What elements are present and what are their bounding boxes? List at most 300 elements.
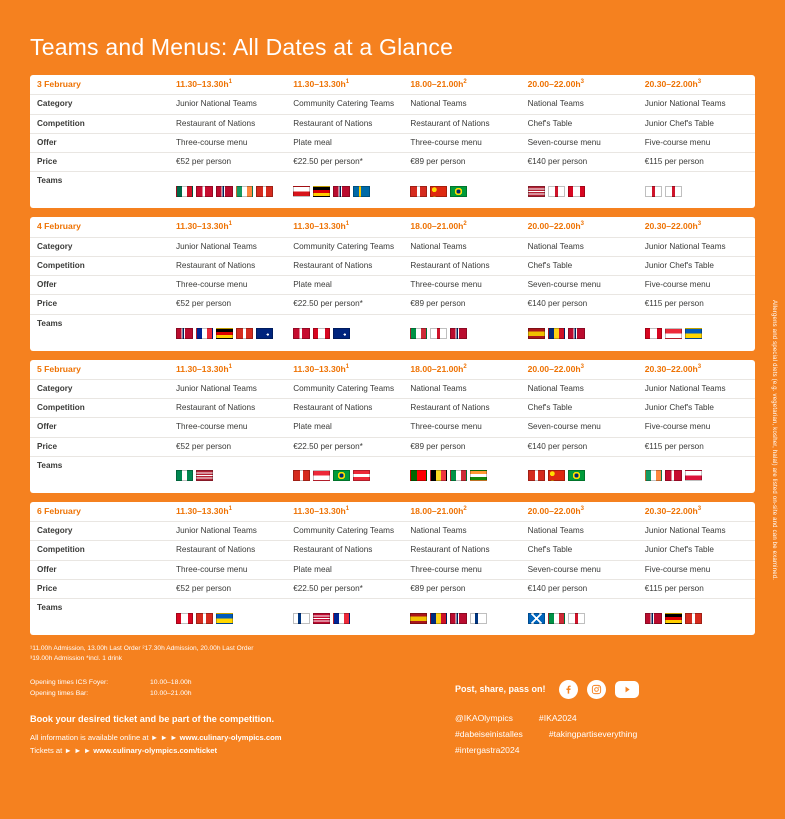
flag-ca xyxy=(568,186,585,197)
hashtag-ika2024: #IKA2024 xyxy=(538,712,577,723)
header-cell-time-5 xyxy=(638,75,755,95)
info-line-tickets-text: Tickets at xyxy=(30,745,65,755)
cell-competition-4: Chef's Table xyxy=(521,541,638,560)
cell-offer-3: Three-course menu xyxy=(403,133,520,152)
hashtag-row-1 xyxy=(455,711,755,727)
cell-category-3: National Teams xyxy=(403,237,520,256)
website-link[interactable]: www.culinary-olympics.com xyxy=(179,732,282,742)
table-row-teams xyxy=(30,314,755,351)
cell-offer-4: Seven-course menu xyxy=(521,276,638,295)
row-label: Category xyxy=(37,526,73,535)
row-label-cell xyxy=(30,314,169,351)
cell-price-4: €140 per person xyxy=(521,153,638,172)
row-label: Offer xyxy=(37,564,57,574)
flag-fr xyxy=(196,328,213,339)
cell-price-1: €52 per person xyxy=(169,295,286,314)
flag-gb xyxy=(568,613,585,624)
cell-teams-3 xyxy=(403,314,520,351)
flag-ie xyxy=(236,186,253,197)
info-line-tickets xyxy=(30,746,430,755)
table-row xyxy=(30,399,755,418)
flag-ch xyxy=(685,613,702,624)
ticket-link[interactable]: www.culinary-olympics.com/ticket xyxy=(93,745,218,755)
opening-times-foyer xyxy=(30,678,430,689)
cell-teams-5 xyxy=(638,599,755,636)
row-label: Category xyxy=(37,383,73,393)
header-cell-time-5 xyxy=(638,217,755,237)
flag-ch xyxy=(236,328,253,339)
cell-category-3: National Teams xyxy=(403,95,520,114)
column-time: $11.30-13.30h^1$ xyxy=(293,505,350,516)
cell-offer-3: Three-course menu xyxy=(403,276,520,295)
row-label: Offer xyxy=(37,137,57,147)
cell-offer-2: Plate meal xyxy=(286,560,403,579)
flag-it xyxy=(548,613,565,624)
header-cell-time-2 xyxy=(286,502,403,522)
column-time: $18.00-21.00h^2$ xyxy=(410,363,467,374)
cell-competition-3: Restaurant of Nations xyxy=(403,541,520,560)
cell-price-5: €115 per person xyxy=(638,437,755,456)
row-label: Price xyxy=(37,299,58,309)
flag-br xyxy=(333,470,350,481)
cell-teams-4 xyxy=(521,172,638,209)
flag-ch xyxy=(293,470,310,481)
row-label-cell xyxy=(30,95,169,114)
flag-group xyxy=(645,176,748,204)
flag-group xyxy=(410,319,513,347)
row-label: Competition xyxy=(37,118,85,128)
cell-category-2: Community Catering Teams xyxy=(286,95,403,114)
cell-offer-3: Three-course menu xyxy=(403,418,520,437)
flag-br xyxy=(450,186,467,197)
cell-teams-3 xyxy=(403,599,520,636)
flag-ca xyxy=(176,613,193,624)
header-cell-time-4 xyxy=(521,360,638,380)
column-time: $11.30-13.30h^1$ xyxy=(176,363,232,374)
header-cell-date xyxy=(30,75,169,95)
cell-teams-5 xyxy=(638,172,755,209)
column-time: $11.30-13.30h^1$ xyxy=(176,221,232,232)
cell-competition-3: Restaurant of Nations xyxy=(403,399,520,418)
header-cell-time-4 xyxy=(521,502,638,522)
opening-times-foyer-value: 10.00–18.00h xyxy=(150,678,192,686)
cell-competition-2: Restaurant of Nations xyxy=(286,256,403,275)
table-row xyxy=(30,560,755,579)
arrow-icon-2: ► ► ► xyxy=(64,745,92,755)
cell-category-3: National Teams xyxy=(403,522,520,541)
cell-category-1: Junior National Teams xyxy=(169,522,286,541)
cell-offer-4: Seven-course menu xyxy=(521,133,638,152)
column-time: $11.30-13.30h^1$ xyxy=(293,79,350,89)
flag-fi xyxy=(293,613,310,624)
cell-price-3: €89 per person xyxy=(403,153,520,172)
opening-times-foyer-label: Opening times ICS Foyer: xyxy=(30,678,109,686)
cell-teams-1 xyxy=(169,456,286,493)
row-label: Competition xyxy=(37,545,85,555)
footnote-line-1: ¹11.00h Admission, 13.00h Last Order ²17.30h Admission, 20.00h Last Order xyxy=(30,645,254,652)
day-block xyxy=(30,360,755,493)
row-label: Offer xyxy=(37,280,57,289)
header-cell-time-2 xyxy=(286,217,403,237)
cell-teams-4 xyxy=(521,314,638,351)
flag-no xyxy=(645,613,662,624)
flag-sg xyxy=(313,470,330,481)
cell-price-1: €52 per person xyxy=(169,153,286,172)
flag-sg xyxy=(665,328,682,339)
flag-ua xyxy=(685,328,702,339)
cell-price-5: €115 per person xyxy=(638,579,755,598)
cell-teams-1 xyxy=(169,599,286,636)
table-row xyxy=(30,579,755,598)
column-time: $11.30-13.30h^1$ xyxy=(176,505,232,516)
column-time: $20.30-22.00h^3$ xyxy=(644,79,702,89)
cell-category-5: Junior National Teams xyxy=(638,379,755,398)
flag-au xyxy=(256,328,273,339)
opening-times-bar-label: Opening times Bar: xyxy=(30,689,89,697)
row-label-cell xyxy=(30,579,169,598)
table-row xyxy=(30,114,755,133)
row-label-cell xyxy=(30,133,169,152)
cell-offer-5: Five-course menu xyxy=(638,560,755,579)
cta-text: Book your desired ticket and be part of the competition. xyxy=(30,713,275,724)
cell-teams-2 xyxy=(286,599,403,636)
cell-price-4: €140 per person xyxy=(521,579,638,598)
table-row xyxy=(30,153,755,172)
header-cell-time-3 xyxy=(403,75,520,95)
opening-times-bar xyxy=(30,689,430,700)
flag-no xyxy=(176,328,193,339)
flag-es xyxy=(528,328,545,339)
cell-competition-1: Restaurant of Nations xyxy=(169,256,286,275)
header-cell-time-5 xyxy=(638,360,755,380)
flag-cn xyxy=(430,186,447,197)
row-label-cell xyxy=(30,256,169,275)
row-label: Price xyxy=(37,441,58,451)
cell-price-2: €22.50 per person* xyxy=(286,579,403,598)
cell-competition-5: Junior Chef's Table xyxy=(638,541,755,560)
flag-group xyxy=(410,461,513,489)
row-label: Teams xyxy=(37,603,63,612)
cell-category-5: Junior National Teams xyxy=(638,522,755,541)
cell-teams-3 xyxy=(403,172,520,209)
row-label-cell xyxy=(30,418,169,437)
row-label-cell xyxy=(30,379,169,398)
header-cell-time-2 xyxy=(286,360,403,380)
hashtag-dabeiseinistalles: #dabeiseinistalles xyxy=(455,728,523,739)
header-cell-time-1 xyxy=(169,360,286,380)
flag-de xyxy=(216,328,233,339)
header-cell-time-5 xyxy=(638,502,755,522)
row-label-cell xyxy=(30,399,169,418)
row-label: Category xyxy=(37,99,73,109)
cell-competition-2: Restaurant of Nations xyxy=(286,114,403,133)
flag-dk xyxy=(293,328,310,339)
cell-price-3: €89 per person xyxy=(403,437,520,456)
column-time: $11.30-13.30h^1$ xyxy=(293,221,350,232)
flag-ch xyxy=(196,613,213,624)
flag-group xyxy=(645,461,748,489)
table-row xyxy=(30,237,755,256)
header-cell-time-4 xyxy=(521,217,638,237)
cell-price-4: €140 per person xyxy=(521,437,638,456)
cell-offer-2: Plate meal xyxy=(286,133,403,152)
post-share-label: Post, share, pass on! xyxy=(455,684,546,695)
cell-teams-1 xyxy=(169,172,286,209)
flag-gb xyxy=(665,186,682,197)
row-label-cell xyxy=(30,456,169,493)
side-note: Allergens and special diets (e.g. vegetarian, kosher, halal) are listed on-site and can be examined. xyxy=(771,300,777,581)
row-label: Category xyxy=(37,241,73,251)
cell-offer-4: Seven-course menu xyxy=(521,560,638,579)
cell-price-4: €140 per person xyxy=(521,295,638,314)
cell-competition-4: Chef's Table xyxy=(521,256,638,275)
flag-fr xyxy=(333,613,350,624)
cell-teams-4 xyxy=(521,456,638,493)
flag-au xyxy=(333,328,350,339)
flag-be xyxy=(430,470,447,481)
opening-times xyxy=(30,678,430,700)
flag-no xyxy=(568,328,585,339)
row-label: Offer xyxy=(37,422,57,432)
cell-offer-1: Three-course menu xyxy=(169,133,286,152)
table-header-row xyxy=(30,360,755,380)
cell-offer-1: Three-course menu xyxy=(169,276,286,295)
flag-cz xyxy=(293,186,310,197)
row-label-cell xyxy=(30,560,169,579)
flag-no xyxy=(333,186,350,197)
cell-offer-4: Seven-course menu xyxy=(521,418,638,437)
cell-offer-2: Plate meal xyxy=(286,276,403,295)
row-label: Teams xyxy=(37,318,63,328)
row-label-cell xyxy=(30,541,169,560)
cell-category-1: Junior National Teams xyxy=(169,379,286,398)
row-label: Teams xyxy=(37,176,63,186)
day-date: 4 February xyxy=(37,221,81,232)
cell-competition-2: Restaurant of Nations xyxy=(286,541,403,560)
cell-price-2: €22.50 per person* xyxy=(286,437,403,456)
footnote-line-2: ³19.00h Admission *incl. 1 drink xyxy=(30,654,122,662)
facebook-icon[interactable] xyxy=(559,680,578,699)
flag-ie xyxy=(645,470,662,481)
cell-teams-2 xyxy=(286,456,403,493)
header-cell-date xyxy=(30,502,169,522)
flag-no xyxy=(450,613,467,624)
table-row xyxy=(30,379,755,398)
day-block xyxy=(30,217,755,350)
cell-offer-1: Three-course menu xyxy=(169,418,286,437)
table-row xyxy=(30,295,755,314)
cell-competition-4: Chef's Table xyxy=(521,399,638,418)
table-row xyxy=(30,95,755,114)
column-time: $20.30-22.00h^3$ xyxy=(644,221,702,232)
footer-right xyxy=(455,678,755,759)
flag-it xyxy=(450,470,467,481)
table-row xyxy=(30,437,755,456)
flag-group xyxy=(176,461,279,489)
cell-competition-5: Junior Chef's Table xyxy=(638,114,755,133)
hashtag-takingpartiseverything: #takingpartiseverything xyxy=(548,728,638,739)
cell-teams-2 xyxy=(286,172,403,209)
cell-category-1: Junior National Teams xyxy=(169,237,286,256)
youtube-icon[interactable] xyxy=(615,681,639,698)
header-cell-time-3 xyxy=(403,217,520,237)
column-time: $20.00-22.00h^3$ xyxy=(527,79,584,89)
cell-price-1: €52 per person xyxy=(169,437,286,456)
cell-teams-5 xyxy=(638,456,755,493)
cell-offer-5: Five-course menu xyxy=(638,418,755,437)
flag-ua xyxy=(216,613,233,624)
cell-competition-3: Restaurant of Nations xyxy=(403,114,520,133)
column-time: $11.30-13.30h^1$ xyxy=(293,363,350,374)
cell-category-4: National Teams xyxy=(521,237,638,256)
flag-ca xyxy=(313,328,330,339)
flag-se xyxy=(353,186,370,197)
cell-competition-5: Junior Chef's Table xyxy=(638,256,755,275)
cell-category-3: National Teams xyxy=(403,379,520,398)
hashtag-row-2 xyxy=(455,727,755,743)
flag-group xyxy=(645,603,748,631)
row-label: Price xyxy=(37,583,58,593)
flag-group xyxy=(410,603,513,631)
cell-competition-3: Restaurant of Nations xyxy=(403,256,520,275)
column-time: $20.00-22.00h^3$ xyxy=(527,363,584,374)
cell-price-2: €22.50 per person* xyxy=(286,153,403,172)
column-time: $18.00-21.00h^2$ xyxy=(410,221,467,232)
table-header-row xyxy=(30,502,755,522)
row-label: Teams xyxy=(37,460,63,470)
cell-offer-5: Five-course menu xyxy=(638,276,755,295)
row-label-cell xyxy=(30,172,169,209)
table-row xyxy=(30,256,755,275)
cell-category-4: National Teams xyxy=(521,95,638,114)
flag-cn xyxy=(548,470,565,481)
row-label: Price xyxy=(37,157,58,166)
cell-category-2: Community Catering Teams xyxy=(286,522,403,541)
flag-group xyxy=(176,319,279,347)
cell-price-3: €89 per person xyxy=(403,295,520,314)
flag-group xyxy=(176,603,279,631)
cell-competition-1: Restaurant of Nations xyxy=(169,399,286,418)
arrow-icon: ► ► ► xyxy=(150,732,178,742)
cell-offer-2: Plate meal xyxy=(286,418,403,437)
flag-ch xyxy=(410,186,427,197)
row-label: Competition xyxy=(37,403,85,412)
row-label-cell xyxy=(30,153,169,172)
cell-teams-4 xyxy=(521,599,638,636)
row-label-cell xyxy=(30,522,169,541)
flag-group xyxy=(293,319,396,347)
table-row xyxy=(30,133,755,152)
flag-us xyxy=(528,186,545,197)
flag-pl xyxy=(685,470,702,481)
cell-offer-5: Five-course menu xyxy=(638,133,755,152)
row-label-cell xyxy=(30,237,169,256)
header-cell-time-1 xyxy=(169,75,286,95)
day-block xyxy=(30,75,755,208)
flag-group xyxy=(293,176,396,204)
column-time: $20.00-22.00h^3$ xyxy=(527,221,584,232)
handle-ikaolympics: @IKAOlympics xyxy=(455,712,513,723)
flag-at xyxy=(353,470,370,481)
header-cell-date xyxy=(30,217,169,237)
cell-category-4: National Teams xyxy=(521,379,638,398)
table-row-teams xyxy=(30,456,755,493)
flag-lr xyxy=(313,613,330,624)
cell-category-5: Junior National Teams xyxy=(638,237,755,256)
footnotes xyxy=(30,644,755,664)
column-time: $20.30-22.00h^3$ xyxy=(644,363,702,374)
hashtags xyxy=(455,711,755,759)
flag-sc xyxy=(528,613,545,624)
flag-group xyxy=(645,319,748,347)
day-block xyxy=(30,502,755,635)
flag-ch xyxy=(256,186,273,197)
cell-teams-5 xyxy=(638,314,755,351)
column-time: $11.30-13.30h^1$ xyxy=(176,79,232,89)
hashtag-row-3 xyxy=(455,743,755,759)
flag-gb xyxy=(430,328,447,339)
instagram-icon[interactable] xyxy=(587,680,606,699)
day-blocks-container xyxy=(30,75,755,635)
row-label-cell xyxy=(30,114,169,133)
header-cell-time-3 xyxy=(403,360,520,380)
info-line-website xyxy=(30,733,430,742)
table-header-row xyxy=(30,75,755,95)
flag-ro xyxy=(430,613,447,624)
social-row xyxy=(455,680,755,699)
flag-group xyxy=(293,461,396,489)
cell-offer-3: Three-course menu xyxy=(403,560,520,579)
table-header-row xyxy=(30,217,755,237)
flag-pt xyxy=(410,470,427,481)
cell-offer-1: Three-course menu xyxy=(169,560,286,579)
table-row xyxy=(30,541,755,560)
flag-group xyxy=(293,603,396,631)
flag-no xyxy=(216,186,233,197)
row-label-cell xyxy=(30,276,169,295)
row-label-cell xyxy=(30,295,169,314)
flag-mx xyxy=(176,186,193,197)
flag-us xyxy=(196,470,213,481)
table-row xyxy=(30,418,755,437)
cell-category-5: Junior National Teams xyxy=(638,95,755,114)
flag-ca xyxy=(645,328,662,339)
header-cell-time-4 xyxy=(521,75,638,95)
flag-it xyxy=(410,328,427,339)
cell-teams-3 xyxy=(403,456,520,493)
header-cell-time-3 xyxy=(403,502,520,522)
flag-ro xyxy=(548,328,565,339)
day-date: 5 February xyxy=(37,363,81,374)
cell-price-1: €52 per person xyxy=(169,579,286,598)
table-row xyxy=(30,522,755,541)
row-label: Competition xyxy=(37,260,85,270)
cell-category-4: National Teams xyxy=(521,522,638,541)
flag-gb xyxy=(548,186,565,197)
flag-group xyxy=(528,176,631,204)
flag-ch xyxy=(528,470,545,481)
cell-category-1: Junior National Teams xyxy=(169,95,286,114)
header-cell-time-1 xyxy=(169,217,286,237)
info-line-website-text: All information is available online at xyxy=(30,732,151,742)
cell-price-5: €115 per person xyxy=(638,295,755,314)
footer-left xyxy=(30,678,430,759)
flag-dk xyxy=(196,186,213,197)
table-row-teams xyxy=(30,172,755,209)
table-row-teams xyxy=(30,599,755,636)
footer xyxy=(30,678,755,759)
flag-es xyxy=(410,613,427,624)
